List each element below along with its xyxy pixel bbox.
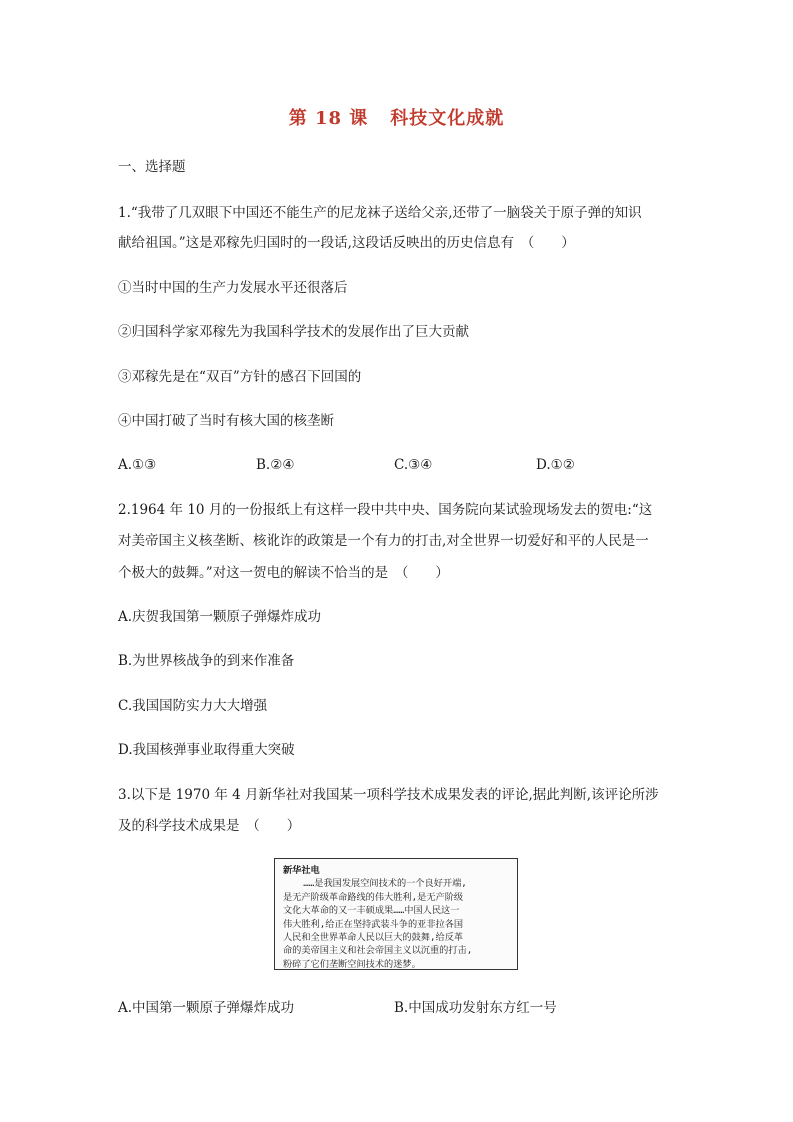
news-line: ……是我国发展空间技术的一个良好开端, (303, 878, 467, 890)
news-source: 新华社电 (283, 865, 320, 876)
news-line: 人民和全世界革命人民以巨大的鼓舞,给反革 (283, 932, 464, 944)
q1-option-a[interactable]: A.①③ (118, 457, 157, 473)
lesson-name: 科技文化成就 (390, 108, 505, 129)
news-excerpt-box (274, 858, 518, 970)
q2-option-b[interactable]: B.为世界核战争的到来作准备 (118, 653, 295, 669)
q3-options (118, 998, 678, 1018)
news-line: 是无产阶级革命路线的伟大胜利,是无产阶级 (283, 891, 464, 903)
q1-item-2: ②归国科学家邓稼先为我国科学技术的发展作出了巨大贡献 (118, 324, 469, 340)
q1-option-b[interactable]: B.②④ (256, 457, 295, 473)
q1-item-4: ④中国打破了当时有核大国的核垄断 (118, 413, 334, 429)
news-line: 文化大革命的又一丰硕成果……中国人民这一 (283, 905, 460, 917)
q1-option-d[interactable]: D.①② (536, 457, 575, 473)
q1-item-3: ③邓稼先是在“双百”方针的感召下回国的 (118, 369, 362, 385)
lesson-number: 第 18 课 (288, 108, 369, 129)
q3-option-b[interactable]: B.中国成功发射东方红一号 (394, 1000, 557, 1016)
q2-option-d[interactable]: D.我国核弹事业取得重大突破 (118, 742, 295, 758)
q1-option-c[interactable]: C.③④ (394, 457, 433, 473)
q2-option-c[interactable]: C.我国国防实力大大增强 (118, 698, 268, 714)
q3-stem-line-2: 及的科学技术成果是 （ ） (118, 818, 301, 834)
page-title (0, 104, 793, 130)
section-heading: 一、选择题 (118, 159, 186, 175)
q3-option-a[interactable]: A.中国第一颗原子弹爆炸成功 (118, 1000, 295, 1016)
q1-stem-line-1: 1.“我带了几双眼下中国还不能生产的尼龙袜子送给父亲,还带了一脑袋关于原子弹的知识 (118, 205, 642, 221)
q1-item-1: ①当时中国的生产力发展水平还很落后 (118, 280, 348, 296)
q1-options (118, 455, 678, 475)
q3-stem-line-1: 3.以下是 1970 年 4 月新华社对我国某一项科学技术成果发表的评论,据此判断,该评论所涉 (118, 787, 659, 803)
news-line: 命的美帝国主义和社会帝国主义以沉重的打击, (283, 945, 473, 957)
q2-stem-line-1: 2.1964 年 10 月的一份报纸上有这样一段中共中央、国务院向某试验现场发去的贺电:“这 (118, 502, 653, 518)
q1-stem-line-2: 献给祖国。”这是邓稼先归国时的一段话,这段话反映出的历史信息有 （ ） (118, 235, 575, 251)
q2-stem-line-2: 对美帝国主义核垄断、核讹诈的政策是一个有力的打击,对全世界一切爱好和平的人民是一 (118, 533, 649, 549)
q2-option-a[interactable]: A.庆贺我国第一颗原子弹爆炸成功 (118, 609, 322, 625)
q2-stem-line-3: 个极大的鼓舞。”对这一贺电的解读不恰当的是 （ ） (118, 565, 449, 581)
news-line: 粉碎了它们垄断空间技术的迷梦。 (283, 958, 421, 970)
news-line: 伟大胜利,给正在坚持武装斗争的亚非拉各国 (283, 918, 464, 930)
